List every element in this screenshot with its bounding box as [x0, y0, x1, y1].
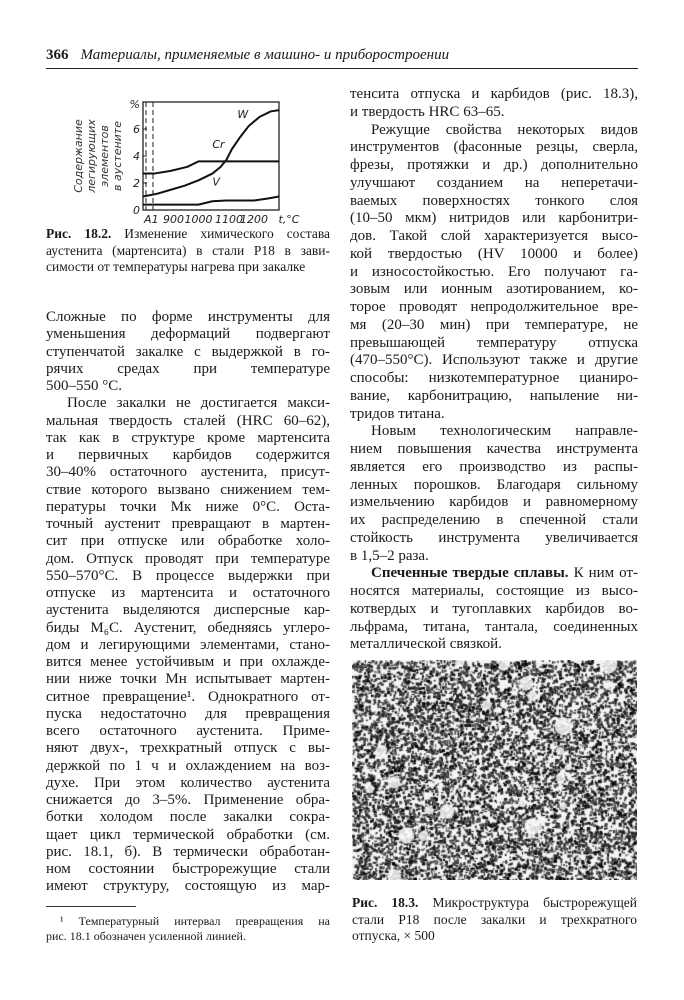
text-line: После закалки не достигается макси- — [67, 395, 330, 412]
text-line: торое проводят непродолжительное вре- — [350, 299, 638, 315]
text-line: нием повышения качества инструмента — [350, 441, 638, 457]
x-tick-label: 1200 — [240, 213, 269, 226]
caption-line: отпуска, × 500 — [352, 928, 435, 943]
right-column-text — [350, 86, 638, 654]
footnote-line: рис. 18.1 обозначен усиленной линией. — [46, 929, 246, 943]
series-label-w: W — [237, 108, 249, 122]
y-unit-label: % — [129, 98, 140, 111]
text-line: рячих средах при температуре — [46, 360, 330, 377]
text-line: рис. 18.1, б). В термически обработан- — [46, 843, 330, 860]
y-tick-label: 2 — [133, 177, 140, 190]
text-line: тридов титана. — [350, 405, 445, 422]
running-title: Материалы, применяемые в машино- и приборостроении — [80, 47, 450, 63]
text-line: всего остаточного аустенита. Приме- — [46, 723, 330, 739]
y-tick-label: 0 — [133, 204, 140, 217]
text-line: (10–50 мкм) нитридов или карбонитри- — [350, 210, 638, 227]
text-line: духе. При этом количество аустенита — [46, 774, 330, 791]
text-line: и износостойкостью. Его получают га- — [350, 263, 638, 280]
text-line: биды M₆C. Аустенит, обедняясь углеро- — [46, 619, 330, 636]
running-header — [46, 47, 638, 67]
text-line — [350, 565, 638, 583]
x-tick-label: 900 — [163, 213, 185, 226]
footnote-line: ¹ Температурный интервал превращения на — [60, 914, 330, 928]
text-line: пературы точки Mк ниже 0°C. Оста- — [46, 498, 330, 515]
left-column-text — [46, 309, 330, 896]
text-line: дом и легирующими элементами, стано- — [46, 636, 330, 653]
text-line: улучшают созданием на неперетачи- — [350, 174, 638, 191]
text-line: держкой по 1 ч и охлаждением на воз- — [46, 757, 330, 774]
micrograph-image — [352, 660, 637, 880]
text-line: уменьшения деформаций подвергают — [46, 326, 330, 343]
caption-line: симости от температуры нагрева при закалке — [46, 259, 306, 274]
text-line: зовым или ионным азотированием, ко- — [350, 281, 638, 298]
y-axis-label-line: Содержание — [72, 119, 85, 193]
text-line: инструментов (фасонные резцы, сверла, — [350, 139, 638, 156]
text-line: аустенита выделяются дисперсные кар- — [46, 602, 330, 619]
text-line: дом. Отпуск проводят при температуре — [46, 550, 330, 567]
footnote-rule — [46, 906, 136, 907]
text-line: Режущие свойства некоторых видов — [371, 121, 638, 138]
text-line: мя (20–30 мин) при температуре, не — [350, 316, 638, 333]
text-line: сит при отпуске или обработке холо- — [46, 533, 330, 550]
text-line: котвердых и тугоплавких карбидов во- — [350, 600, 638, 617]
caption-text: Изменение химического состава — [124, 226, 331, 241]
figure-18-2-chart — [60, 88, 300, 228]
text-line: металлической связкой. — [350, 636, 502, 653]
text-line: и первичных карбидов содержится — [46, 447, 330, 463]
x-tick-label: 1100 — [215, 213, 244, 226]
series-line-v — [143, 197, 279, 205]
series-label-cr: Cr — [212, 137, 225, 151]
text-line: Сложные по форме инструменты для — [46, 309, 330, 325]
text-line: их распределению в спеченной стали — [350, 512, 638, 528]
y-axis-label-line: легирующих — [85, 119, 98, 193]
text-line: стойкость инструмента увеличивается — [350, 529, 638, 546]
text-line: мальная твердость сталей (HRC 60–62), — [46, 412, 330, 429]
series-line-w — [143, 110, 279, 196]
text-line: является его производство из распы- — [350, 458, 638, 475]
series-label-v: V — [212, 175, 220, 189]
text-line: Новым технологическим направле- — [371, 423, 638, 440]
text-line: так как в структуре кроме мартенсита — [46, 429, 330, 446]
text-line-rest: К ним от- — [568, 565, 638, 582]
page-number: 366 — [46, 47, 69, 63]
y-axis-label-line: элементов — [98, 125, 111, 187]
text-line: ном состоянии быстрорежущие стали — [46, 861, 330, 877]
y-tick-label: 4 — [133, 150, 140, 163]
text-line: ботки холодом после закалки сокра- — [46, 809, 330, 826]
text-line: фрезы, протяжки и др.) дополнительно — [350, 157, 638, 173]
text-line: в 1,5–2 раза. — [350, 547, 429, 564]
caption-line: аустенита (мартенсита) в стали Р18 в зави- — [46, 242, 330, 258]
x-tick-label: 1000 — [184, 213, 213, 226]
paragraph — [46, 395, 330, 895]
paragraph — [350, 423, 638, 565]
text-line: дов. Такой слой характеризуется высо- — [350, 228, 638, 244]
text-line: и твердость HRC 63–65. — [350, 103, 505, 120]
text-line: 30–40% остаточного аустенита, присут- — [46, 464, 330, 481]
text-line: превышающей температуру отпуска — [350, 334, 638, 351]
paragraph — [46, 309, 330, 395]
text-line: няют двух-, трехкратный отпуск с вы- — [46, 740, 330, 757]
text-line: вание, карбонитрацию, напыление ни- — [350, 387, 638, 404]
caption-line — [352, 895, 637, 912]
caption-line — [46, 226, 330, 243]
y-tick-label: 6 — [133, 123, 140, 136]
caption-label: Рис. 18.2. — [46, 226, 112, 241]
text-line: имеют структуру, состоящую из мар- — [46, 878, 330, 895]
text-line: (470–550°C). Используют также и другие — [350, 352, 638, 369]
figure-18-2-caption — [46, 226, 330, 276]
text-line: пуска недостаточно для превращения — [46, 705, 330, 722]
text-line: 500–550 °C. — [46, 378, 123, 394]
text-line: ствие которого вызвано снижением тем- — [46, 481, 330, 498]
text-line: вится менее устойчивым и при охлажде- — [46, 654, 330, 670]
text-line: кой твердостью (HV 10000 и более) — [350, 245, 638, 262]
y-axis-label-line: в аустените — [111, 121, 124, 191]
x-tick-label: A1 — [144, 213, 159, 226]
text-line: ситное превращение¹. Однократного от- — [46, 688, 330, 705]
text-line: отпуске из мартенсита и остаточного — [46, 585, 330, 601]
footnote — [46, 914, 330, 944]
caption-label: Рис. 18.3. — [352, 895, 419, 910]
text-line: ваемых поверхностях тонкого слоя — [350, 192, 638, 209]
caption-line: стали Р18 после закалки и трехкратного — [352, 911, 637, 927]
text-line: способы: низкотемпературное цианиро- — [350, 370, 638, 386]
text-line: щает цикл термической обработки (см. — [46, 826, 330, 843]
text-line: льфрама, титана, тантала, соединенных — [350, 618, 638, 635]
figure-18-3-caption — [352, 895, 637, 945]
text-line: ленных порошков. Благодаря сильному — [350, 476, 638, 493]
text-line: ступенчатой закалке с выдержкой в го- — [46, 343, 330, 360]
text-line: 550–570°C. В процессе выдержки при — [46, 567, 330, 584]
paragraph-lead: Спеченные твердые сплавы. — [371, 565, 569, 582]
caption-text: Микроструктура быстрорежущей — [432, 895, 637, 910]
header-rule — [46, 68, 638, 69]
series-line-cr — [143, 161, 279, 173]
text-line: нии ниже точки Mн испытывает мартен- — [46, 671, 330, 688]
text-line: точный аустенит превращают в мартен- — [46, 516, 330, 532]
text-line: носятся материалы, состоящие из высо- — [350, 583, 638, 599]
text-line: тенсита отпуска и карбидов (рис. 18.3), — [350, 86, 638, 102]
paragraph — [350, 86, 638, 122]
paragraph — [350, 565, 638, 654]
x-axis-label: t,°C — [278, 213, 300, 226]
text-line: измельчению карбидов и равномерному — [350, 494, 638, 511]
text-line: снижается до 3–5%. Применение обра- — [46, 792, 330, 808]
paragraph — [350, 122, 638, 424]
